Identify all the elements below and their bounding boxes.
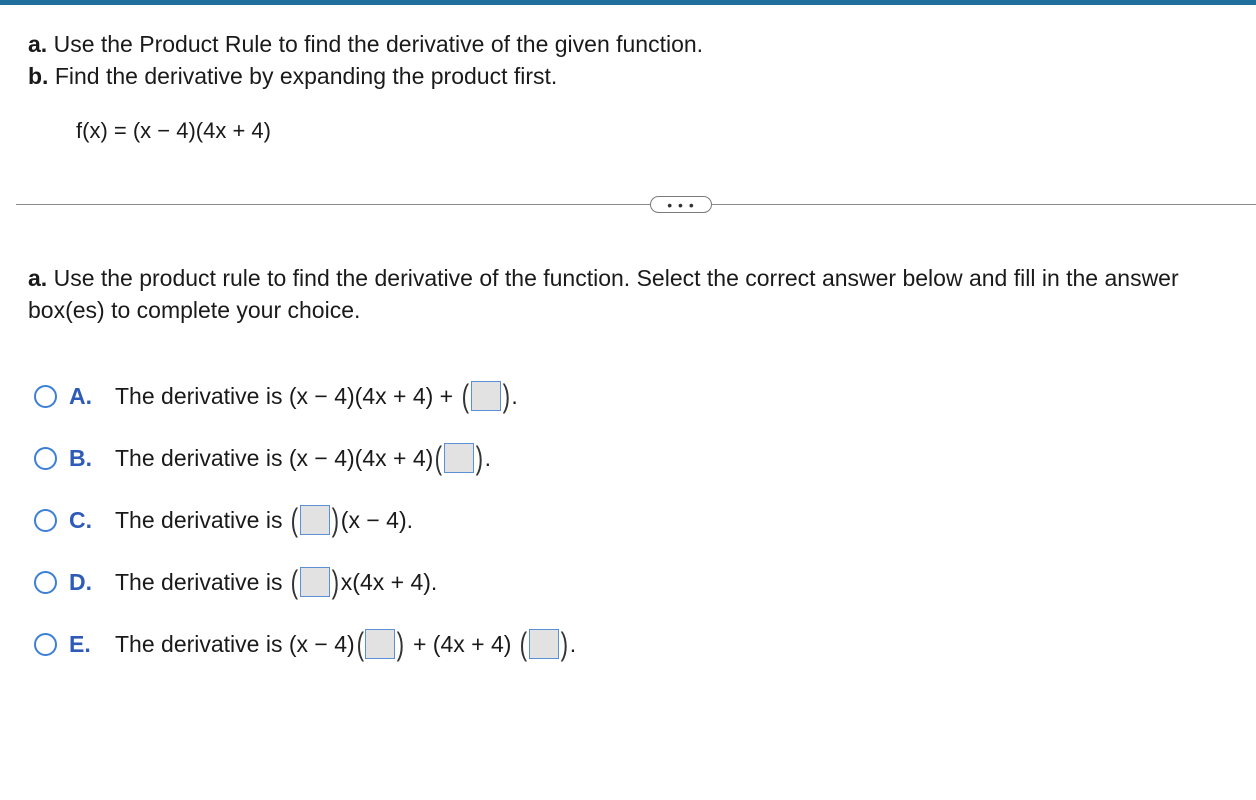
section-divider xyxy=(16,204,1256,205)
radio-button-d[interactable] xyxy=(34,571,57,594)
open-paren: ( xyxy=(291,502,299,538)
close-paren: ) xyxy=(331,502,340,538)
close-paren: ) xyxy=(396,626,405,662)
choice-d[interactable] xyxy=(34,565,437,599)
question-prompt xyxy=(28,28,703,92)
prompt-b-label: b. xyxy=(28,63,49,89)
choice-a-text: The derivative is (x − 4)(4x + 4) + xyxy=(115,382,454,409)
choice-b-text: The derivative is (x − 4)(4x + 4) xyxy=(115,444,434,471)
answer-box-d[interactable] xyxy=(300,567,330,597)
show-more-button[interactable]: • • • xyxy=(650,196,712,213)
answer-box-e2[interactable] xyxy=(529,629,559,659)
prompt-line-a xyxy=(28,28,703,60)
answer-box-a[interactable] xyxy=(471,381,501,411)
open-paren: ( xyxy=(356,626,364,662)
choice-a-suffix: . xyxy=(511,382,518,409)
close-paren: ) xyxy=(475,440,484,476)
close-paren: ) xyxy=(502,378,510,414)
choice-a-letter: A. xyxy=(69,382,92,409)
prompt-b-text: Find the derivative by expanding the product first. xyxy=(54,63,558,89)
part-a-text: Use the product rule to find the derivative of the function. Select the correct answer below and fill in the answer box(es) to complete your choice. xyxy=(28,265,1179,323)
close-paren: ) xyxy=(560,626,569,662)
choice-e-letter: E. xyxy=(69,630,91,657)
open-paren: ( xyxy=(461,378,470,414)
choice-c-suffix: (x − 4). xyxy=(340,506,413,533)
choice-b-letter: B. xyxy=(69,444,92,471)
open-paren: ( xyxy=(520,626,528,662)
answer-box-c[interactable] xyxy=(300,505,330,535)
choice-c-text: The derivative is xyxy=(115,506,283,533)
prompt-a-label: a. xyxy=(28,31,48,57)
function-expression: f(x) = (x − 4)(4x + 4) xyxy=(76,118,271,143)
radio-button-a[interactable] xyxy=(34,385,57,408)
top-accent-bar xyxy=(0,0,1256,5)
choice-e[interactable] xyxy=(34,627,576,661)
choice-c[interactable] xyxy=(34,503,413,537)
answer-box-e1[interactable] xyxy=(365,629,395,659)
choice-d-letter: D. xyxy=(69,568,92,595)
answer-box-b[interactable] xyxy=(444,443,474,473)
choice-b[interactable] xyxy=(34,441,491,475)
choice-c-letter: C. xyxy=(69,506,92,533)
prompt-a-text: Use the Product Rule to find the derivative of the given function. xyxy=(53,31,704,57)
radio-button-c[interactable] xyxy=(34,509,57,532)
part-a-instructions xyxy=(28,262,1250,326)
part-a-label: a. xyxy=(28,265,48,291)
radio-button-b[interactable] xyxy=(34,447,57,470)
choice-d-suffix: x(4x + 4). xyxy=(340,568,438,595)
open-paren: ( xyxy=(434,440,443,476)
choice-e-middle: + (4x + 4) xyxy=(412,630,512,657)
choice-a[interactable] xyxy=(34,379,518,413)
choice-d-text: The derivative is xyxy=(115,568,283,595)
choice-e-suffix: . xyxy=(569,630,577,657)
open-paren: ( xyxy=(291,564,299,600)
prompt-line-b xyxy=(28,60,703,92)
choice-e-text: The derivative is (x − 4) xyxy=(115,630,355,657)
radio-button-e[interactable] xyxy=(34,633,57,656)
choice-b-suffix: . xyxy=(484,444,491,471)
close-paren: ) xyxy=(331,564,340,600)
